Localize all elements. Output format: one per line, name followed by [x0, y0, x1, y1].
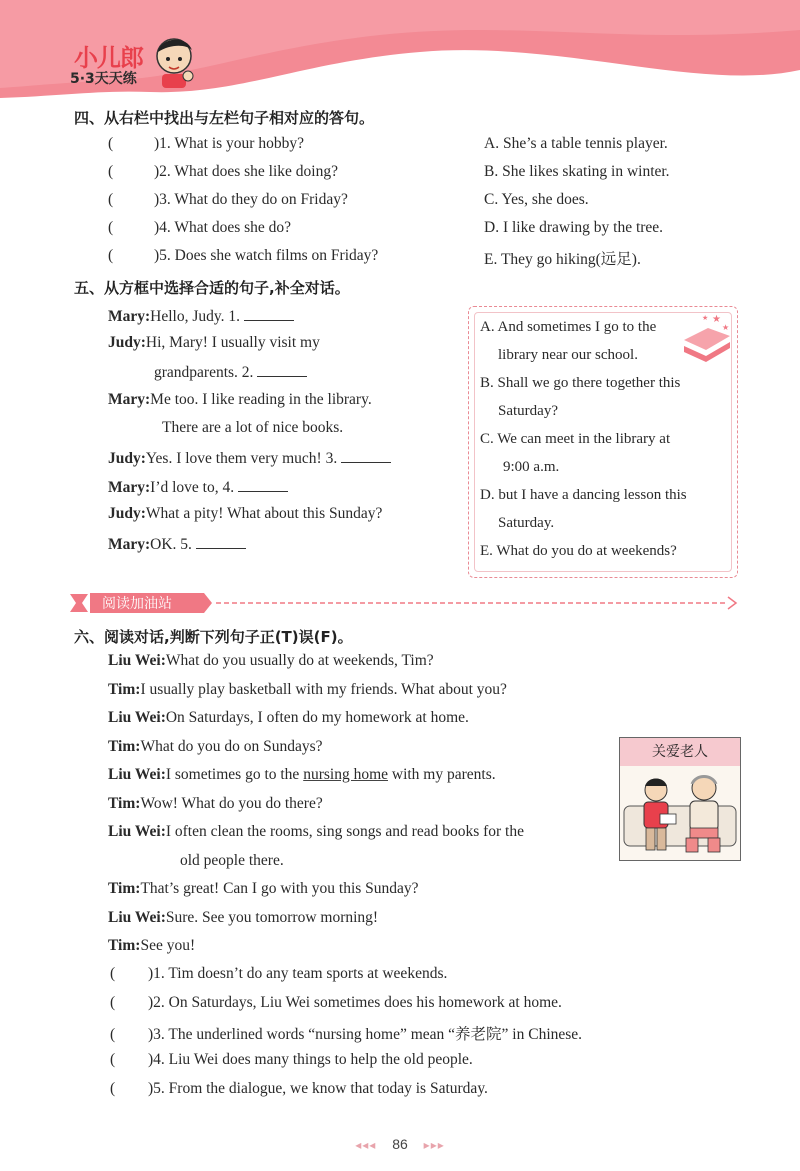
- s5-line-2: Judy:Hi, Mary! I usually visit my: [108, 334, 320, 351]
- s5-line-3: grandparents. 2.: [154, 362, 307, 382]
- left-arrows-icon: ◂◂◂: [355, 1138, 377, 1152]
- s5-line-7: Mary:I’d love to, 4.: [108, 477, 288, 497]
- s4-question-3: ( )3. What do they do on Friday?: [108, 191, 348, 208]
- s6-line-4: Tim:What do you do on Sundays?: [108, 738, 323, 755]
- s6-line-9: Tim:That’s great! Can I go with you this Sunday?: [108, 880, 419, 897]
- s5-option-a1: A. And sometimes I go to the: [480, 319, 657, 335]
- s6-line-10: Liu Wei:Sure. See you tomorrow morning!: [108, 909, 379, 926]
- page-number: 86: [392, 1136, 408, 1152]
- s6-line-6: Tim:Wow! What do you do there?: [108, 795, 323, 812]
- s4-answer-c: C. Yes, she does.: [484, 191, 589, 208]
- s4-question-5: ( )5. Does she watch films on Friday?: [108, 247, 379, 264]
- banner-label: 阅读加油站: [102, 596, 172, 612]
- s5-option-d2: Saturday.: [498, 515, 555, 531]
- svg-text:★: ★: [712, 314, 721, 325]
- s6-statement-2: ( )2. On Saturdays, Liu Wei sometimes does his homework at home.: [110, 994, 562, 1011]
- section-4-title: 四、从右栏中找出与左栏句子相对应的答句。: [74, 109, 375, 127]
- s5-option-d1: D. but I have a dancing lesson this: [480, 487, 687, 503]
- book-stars-icon: [678, 310, 736, 362]
- s4-answer-d: D. I like drawing by the tree.: [484, 219, 664, 236]
- s5-line-6: Judy:Yes. I love them very much! 3.: [108, 448, 391, 468]
- logo-title: 小儿郎: [74, 44, 143, 72]
- logo-subtitle: 5·3天天练: [70, 71, 137, 87]
- svg-text:★: ★: [702, 314, 709, 322]
- picture-caption: 关爱老人: [620, 738, 740, 766]
- s4-answer-a: A. She’s a table tennis player.: [484, 135, 668, 152]
- s4-question-2: ( )2. What does she like doing?: [108, 163, 338, 180]
- illustration-caring-elderly: [619, 737, 741, 861]
- svg-text:★: ★: [722, 323, 730, 332]
- s6-line-7: Liu Wei:I often clean the rooms, sing songs and read books for the: [108, 823, 524, 840]
- s6-line-3: Liu Wei:On Saturdays, I often do my homework at home.: [108, 709, 469, 726]
- s6-statement-3: ( )3. The underlined words “nursing home” mean “养老院” in Chinese.: [110, 1026, 583, 1043]
- s5-option-a2: library near our school.: [498, 347, 638, 363]
- boy-and-grandpa-icon: [620, 766, 740, 860]
- s5-option-c1: C. We can meet in the library at: [480, 431, 671, 447]
- s6-line-5: Liu Wei:I sometimes go to the nursing home with my parents.: [108, 766, 496, 783]
- s6-statement-4: ( )4. Liu Wei does many things to help the old people.: [110, 1051, 473, 1068]
- section-6-title: 六、阅读对话,判断下列句子正(T)误(F)。: [74, 628, 353, 646]
- s5-line-4: Mary:Me too. I like reading in the library.: [108, 391, 372, 408]
- s5-line-5: There are a lot of nice books.: [162, 419, 344, 436]
- s4-question-1: ( )1. What is your hobby?: [108, 135, 304, 152]
- s6-statement-1: ( )1. Tim doesn’t do any team sports at weekends.: [110, 965, 448, 982]
- section-5-title: 五、从方框中选择合适的句子,补全对话。: [74, 279, 350, 297]
- underlined-nursing-home: nursing home: [303, 766, 388, 783]
- s6-line-2: Tim:I usually play basketball with my friends. What about you?: [108, 681, 507, 698]
- s4-question-4: ( )4. What does she do?: [108, 219, 292, 236]
- s5-option-b1: B. Shall we go there together this: [480, 375, 681, 391]
- s5-line-8: Judy:What a pity! What about this Sunday?: [108, 505, 383, 522]
- mascot-icon: [150, 32, 198, 90]
- s6-line-1: Liu Wei:What do you usually do at weekends, Tim?: [108, 652, 434, 669]
- s5-option-e: E. What do you do at weekends?: [480, 543, 677, 559]
- s5-line-9: Mary:OK. 5.: [108, 534, 246, 554]
- s6-line-8: old people there.: [180, 852, 284, 869]
- s5-option-c2: 9:00 a.m.: [503, 459, 560, 475]
- s5-line-1: Mary:Hello, Judy. 1.: [108, 306, 294, 326]
- right-arrows-icon: ▸▸▸: [423, 1138, 445, 1152]
- page-number-footer: [0, 1136, 800, 1152]
- s6-line-11: Tim:See you!: [108, 937, 196, 954]
- s4-answer-e: E. They go hiking(远足).: [484, 251, 641, 268]
- s4-answer-b: B. She likes skating in winter.: [484, 163, 670, 180]
- s6-statement-5: ( )5. From the dialogue, we know that today is Saturday.: [110, 1080, 488, 1097]
- s5-option-b2: Saturday?: [498, 403, 558, 419]
